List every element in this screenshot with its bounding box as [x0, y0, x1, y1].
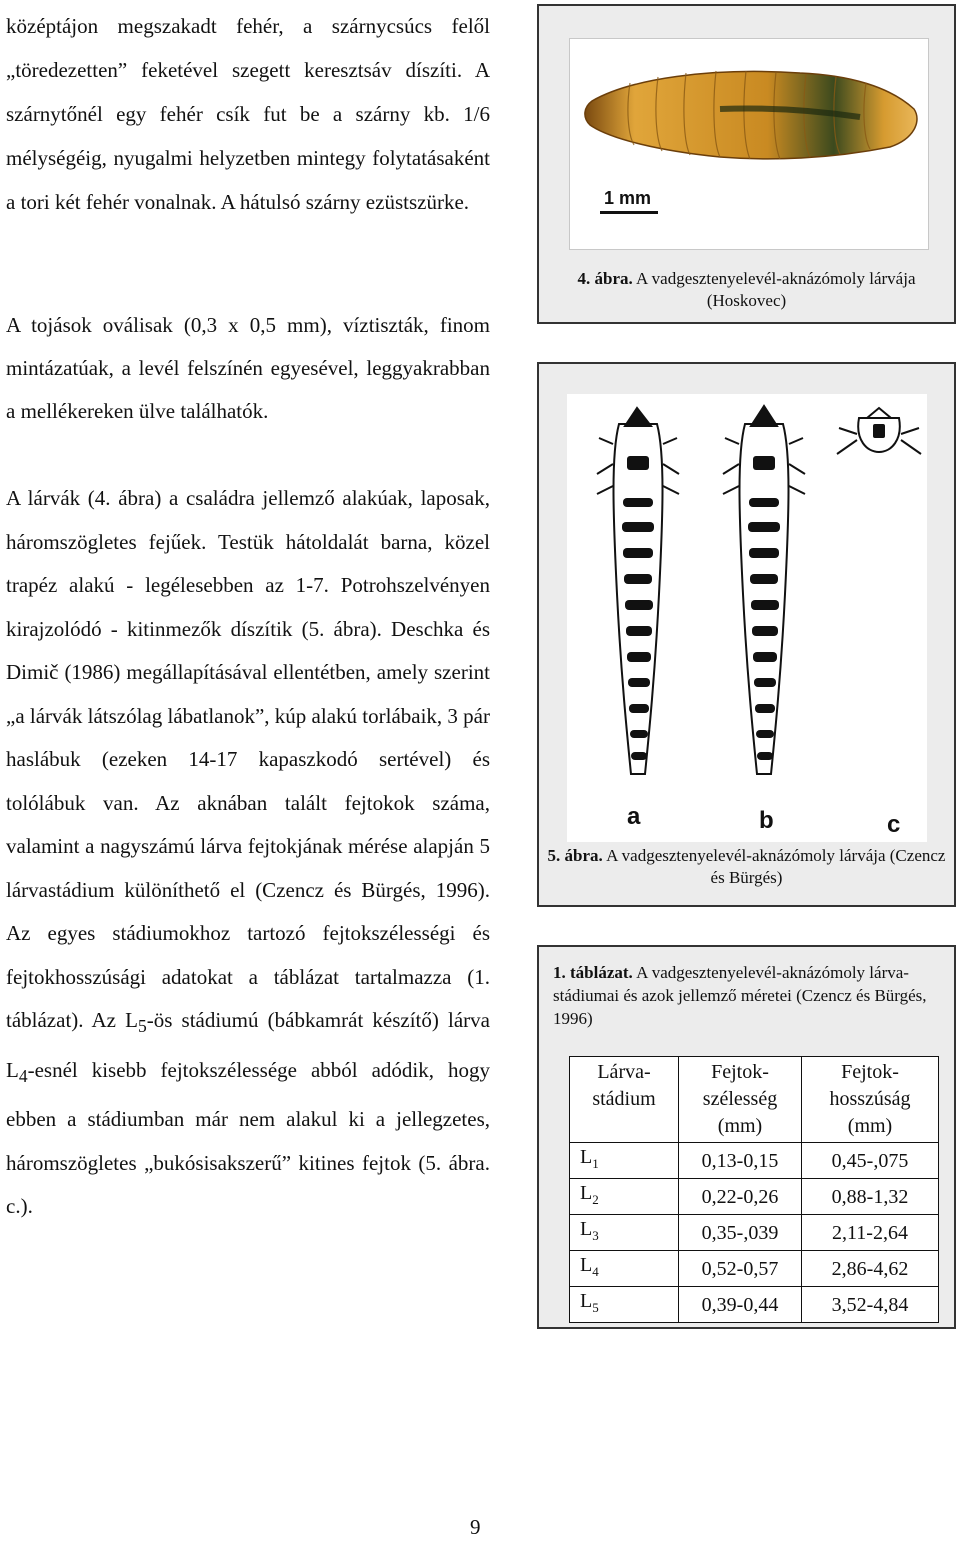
scale-bar: [600, 211, 658, 214]
cell-width: 0,39-0,44: [679, 1287, 802, 1323]
larva-photo: [569, 38, 929, 250]
stage-letter: L: [580, 1182, 593, 1204]
larvae-text-part-a: A lárvák (4. ábra) a családra jellemző alakúak, laposak, háromszögletes fejűek. Testük hátoldalát barna, közel trapéz alakú - legélesebben az 1-7. Potrohszelvényen kirajzolódó - kitinmezők díszítik (5. ábra). Deschka és Dimič (1986) megállapításával ellentétben, amely szerint „a lárvák látszólag lábatlanok”, kúp alakú torlábaik, 3 pár haslábuk (ezeken 14-17 kapaszkodó sertével) és tolólábuk van. Az aknában talált fejtokok száma, valamint a nagyszámú lárva fejtokjának mérése alapján 5 lárvastádium különíthető el (Czencz és Bürgés, 1996). Az egyes stádiumokhoz tartozó fejtokszélességi és fejtokhosszúsági adatokat a táblázat tartalmazza (1. táblázat). Az L: [6, 486, 490, 1032]
larvae-text-subscript-1: 5: [137, 1016, 147, 1037]
cell-stage: [570, 1143, 679, 1179]
cell-stage: [570, 1179, 679, 1215]
cell-length: 2,11-2,64: [802, 1215, 939, 1251]
larvae-text-part-b: -ös stádiumú (bábkamrát készítő) lárva L: [6, 1008, 490, 1082]
header-stage-line-1: Lárva-: [597, 1061, 651, 1083]
cell-width: 0,13-0,15: [679, 1143, 802, 1179]
larva-drawing: [567, 394, 927, 842]
header-width-line-3: (mm): [717, 1115, 763, 1137]
paragraph-eggs: A tojások oválisak (0,3 x 0,5 mm), víztiszták, finom mintázatúak, a levél felszínén egyesével, leggyakrabban a mellékereken ülve találhatók.: [6, 313, 490, 423]
table-row: [570, 1215, 939, 1251]
stage-number: 1: [592, 1156, 599, 1171]
cell-length: 2,86-4,62: [802, 1251, 939, 1287]
table-row: [570, 1251, 939, 1287]
figure-5-caption: [545, 845, 948, 889]
cell-length: 0,45-,075: [802, 1143, 939, 1179]
label-b: b: [759, 807, 774, 834]
table-row: [570, 1179, 939, 1215]
paragraph-larvae: [6, 477, 490, 1229]
cell-length: 0,88-1,32: [802, 1179, 939, 1215]
cell-stage: [570, 1251, 679, 1287]
stage-number: 2: [592, 1192, 599, 1207]
header-width-line-2: szélesség: [702, 1088, 778, 1110]
figure-5-box: [537, 362, 956, 907]
label-a: a: [627, 803, 641, 830]
stage-letter: L: [580, 1218, 593, 1240]
header-width: [679, 1057, 802, 1143]
scale-label: 1 mm: [604, 188, 652, 208]
stage-number: 5: [592, 1300, 599, 1315]
table-row: [570, 1143, 939, 1179]
cell-stage: [570, 1215, 679, 1251]
header-width-line-1: Fejtok-: [711, 1061, 769, 1083]
larvae-text-subscript-2: 4: [18, 1065, 28, 1086]
label-c: c: [887, 811, 901, 838]
stage-number: 4: [592, 1264, 599, 1279]
header-length-line-1: Fejtok-: [841, 1061, 899, 1083]
stage-letter: L: [580, 1146, 593, 1168]
figure-4-box: [537, 4, 956, 324]
figure-5-caption-text: A vadgesztenyelevél-aknázómoly lárvája (Czencz és Bürgés): [602, 846, 946, 887]
header-length: [802, 1057, 939, 1143]
header-stage: [570, 1057, 679, 1143]
figure-4-caption-number: 4. ábra.: [577, 269, 633, 288]
stage-number: 3: [592, 1228, 599, 1243]
table-row: [570, 1287, 939, 1323]
table-1-caption: [553, 961, 942, 1030]
stage-letter: L: [580, 1290, 593, 1312]
header-length-line-3: (mm): [847, 1115, 893, 1137]
cell-width: 0,35-,039: [679, 1215, 802, 1251]
header-stage-line-2: stádium: [592, 1088, 656, 1110]
paragraph-adult-description: középtájon megszakadt fehér, a szárnycsúcs felől „töredezetten” feketével szegett keresztsáv díszíti. A szárnytőnél egy fehér csík fut be a szárny kb. 1/6 mélységéig, nyugalmi helyzetben mintegy folytatásaként a tori két fehér vonalnak. A hátulsó szárny ezüstszürke.: [6, 14, 490, 214]
table-1-caption-text: A vadgesztenyelevél-aknázómoly lárva-stádiumai és azok jellemző méretei (Czencz és Bürgés, 1996): [553, 963, 927, 1028]
cell-stage: [570, 1287, 679, 1323]
figure-4-caption-text: A vadgesztenyelevél-aknázómoly lárvája (Hoskovec): [632, 269, 916, 310]
figure-5-caption-number: 5. ábra.: [547, 846, 603, 865]
header-length-line-2: hosszúság: [829, 1088, 911, 1110]
table-header-row: [570, 1057, 939, 1143]
cell-length: 3,52-4,84: [802, 1287, 939, 1323]
cell-width: 0,52-0,57: [679, 1251, 802, 1287]
larva-drawing-image: [567, 394, 927, 842]
stage-letter: L: [580, 1254, 593, 1276]
page-number: 9: [470, 1515, 481, 1539]
larvae-text-part-c: -esnél kisebb fejtokszélessége abból adódik, hogy ebben a stádiumban már nem alakul ki a jellegzetes, háromszögletes „bukósisakszerű” kitines fejtok (5. ábra. c.).: [6, 1057, 490, 1219]
larva-photo-image: [570, 39, 928, 249]
table-1-box: [537, 945, 956, 1329]
table-1-caption-number: 1. táblázat.: [553, 963, 633, 982]
larval-stage-table: [569, 1056, 939, 1323]
figure-4-caption: [545, 268, 948, 312]
cell-width: 0,22-0,26: [679, 1179, 802, 1215]
